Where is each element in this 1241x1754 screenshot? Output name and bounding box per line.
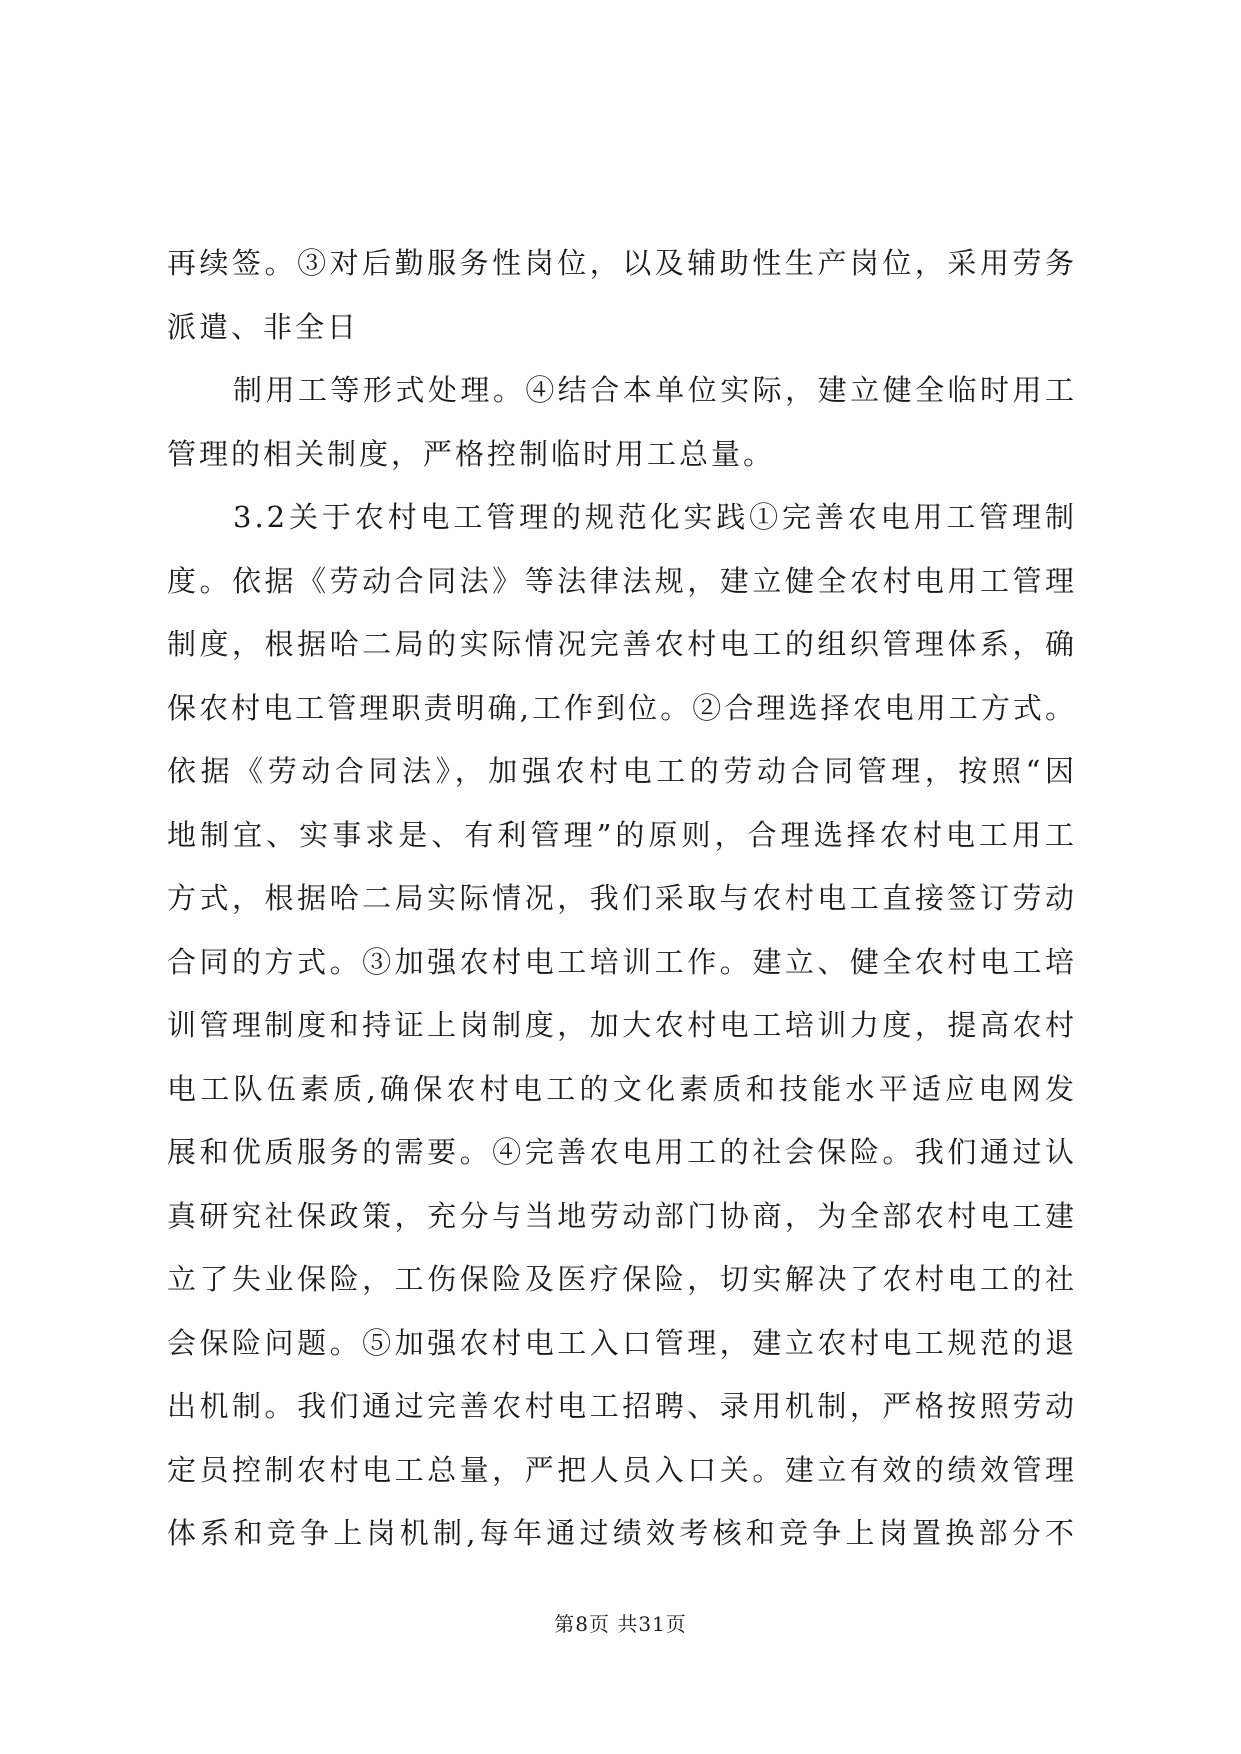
text-line: 依据《劳动合同法》，加强农村电工的劳动合同管理，按照“因 — [167, 754, 1077, 788]
text-line: 度。依据《劳动合同法》等法律法规，建立健全农村电用工管理 — [167, 563, 1077, 598]
text-line: 管理的相关制度，严格控制临时用工总量。 — [167, 436, 776, 471]
text-line: 方式，根据哈二局实际情况，我们采取与农村电工直接签订劳动 — [167, 881, 1077, 915]
text-line: 保农村电工管理职责明确,工作到位。②合理选择农电用工方式。 — [167, 690, 1077, 725]
text-line: 体系和竞争上岗机制,每年通过绩效考核和竞争上岗置换部分不 — [167, 1516, 1077, 1550]
text-line: 3.2关于农村电工管理的规范化实践①完善农电用工管理制 — [233, 500, 1077, 534]
text-line: 电工队伍素质,确保农村电工的文化素质和技能水平适应电网发 — [167, 1071, 1077, 1106]
text-line: 制用工等形式处理。④结合本单位实际，建立健全临时用工 — [233, 373, 1077, 407]
text-line: 制度，根据哈二局的实际情况完善农村电工的组织管理体系，确 — [167, 627, 1077, 661]
body-text — [167, 232, 1077, 1566]
text-line: 展和优质服务的需要。④完善农电用工的社会保险。我们通过认 — [167, 1135, 1077, 1169]
text-line: 训管理制度和持证上岗制度，加大农村电工培训力度，提高农村 — [167, 1008, 1077, 1042]
text-line: 派遣、非全日 — [167, 309, 360, 344]
text-line: 定员控制农村电工总量，严把人员入口关。建立有效的绩效管理 — [167, 1452, 1077, 1487]
text-line: 地制宜、实事求是、有利管理”的原则，合理选择农村电工用工 — [167, 817, 1077, 852]
text-line: 出机制。我们通过完善农村电工招聘、录用机制，严格按照劳动 — [167, 1389, 1077, 1423]
text-line: 合同的方式。③加强农村电工培训工作。建立、健全农村电工培 — [167, 944, 1077, 979]
text-line: 真研究社保政策，充分与当地劳动部门协商，为全部农村电工建 — [167, 1198, 1077, 1233]
text-line: 立了失业保险，工伤保险及医疗保险，切实解决了农村电工的社 — [167, 1262, 1077, 1296]
text-line: 再续签。③对后勤服务性岗位，以及辅助性生产岗位，采用劳务 — [167, 246, 1077, 280]
text-line: 会保险问题。⑤加强农村电工入口管理，建立农村电工规范的退 — [167, 1325, 1077, 1360]
page-footer: 第8页 共31页 — [554, 1612, 687, 1636]
